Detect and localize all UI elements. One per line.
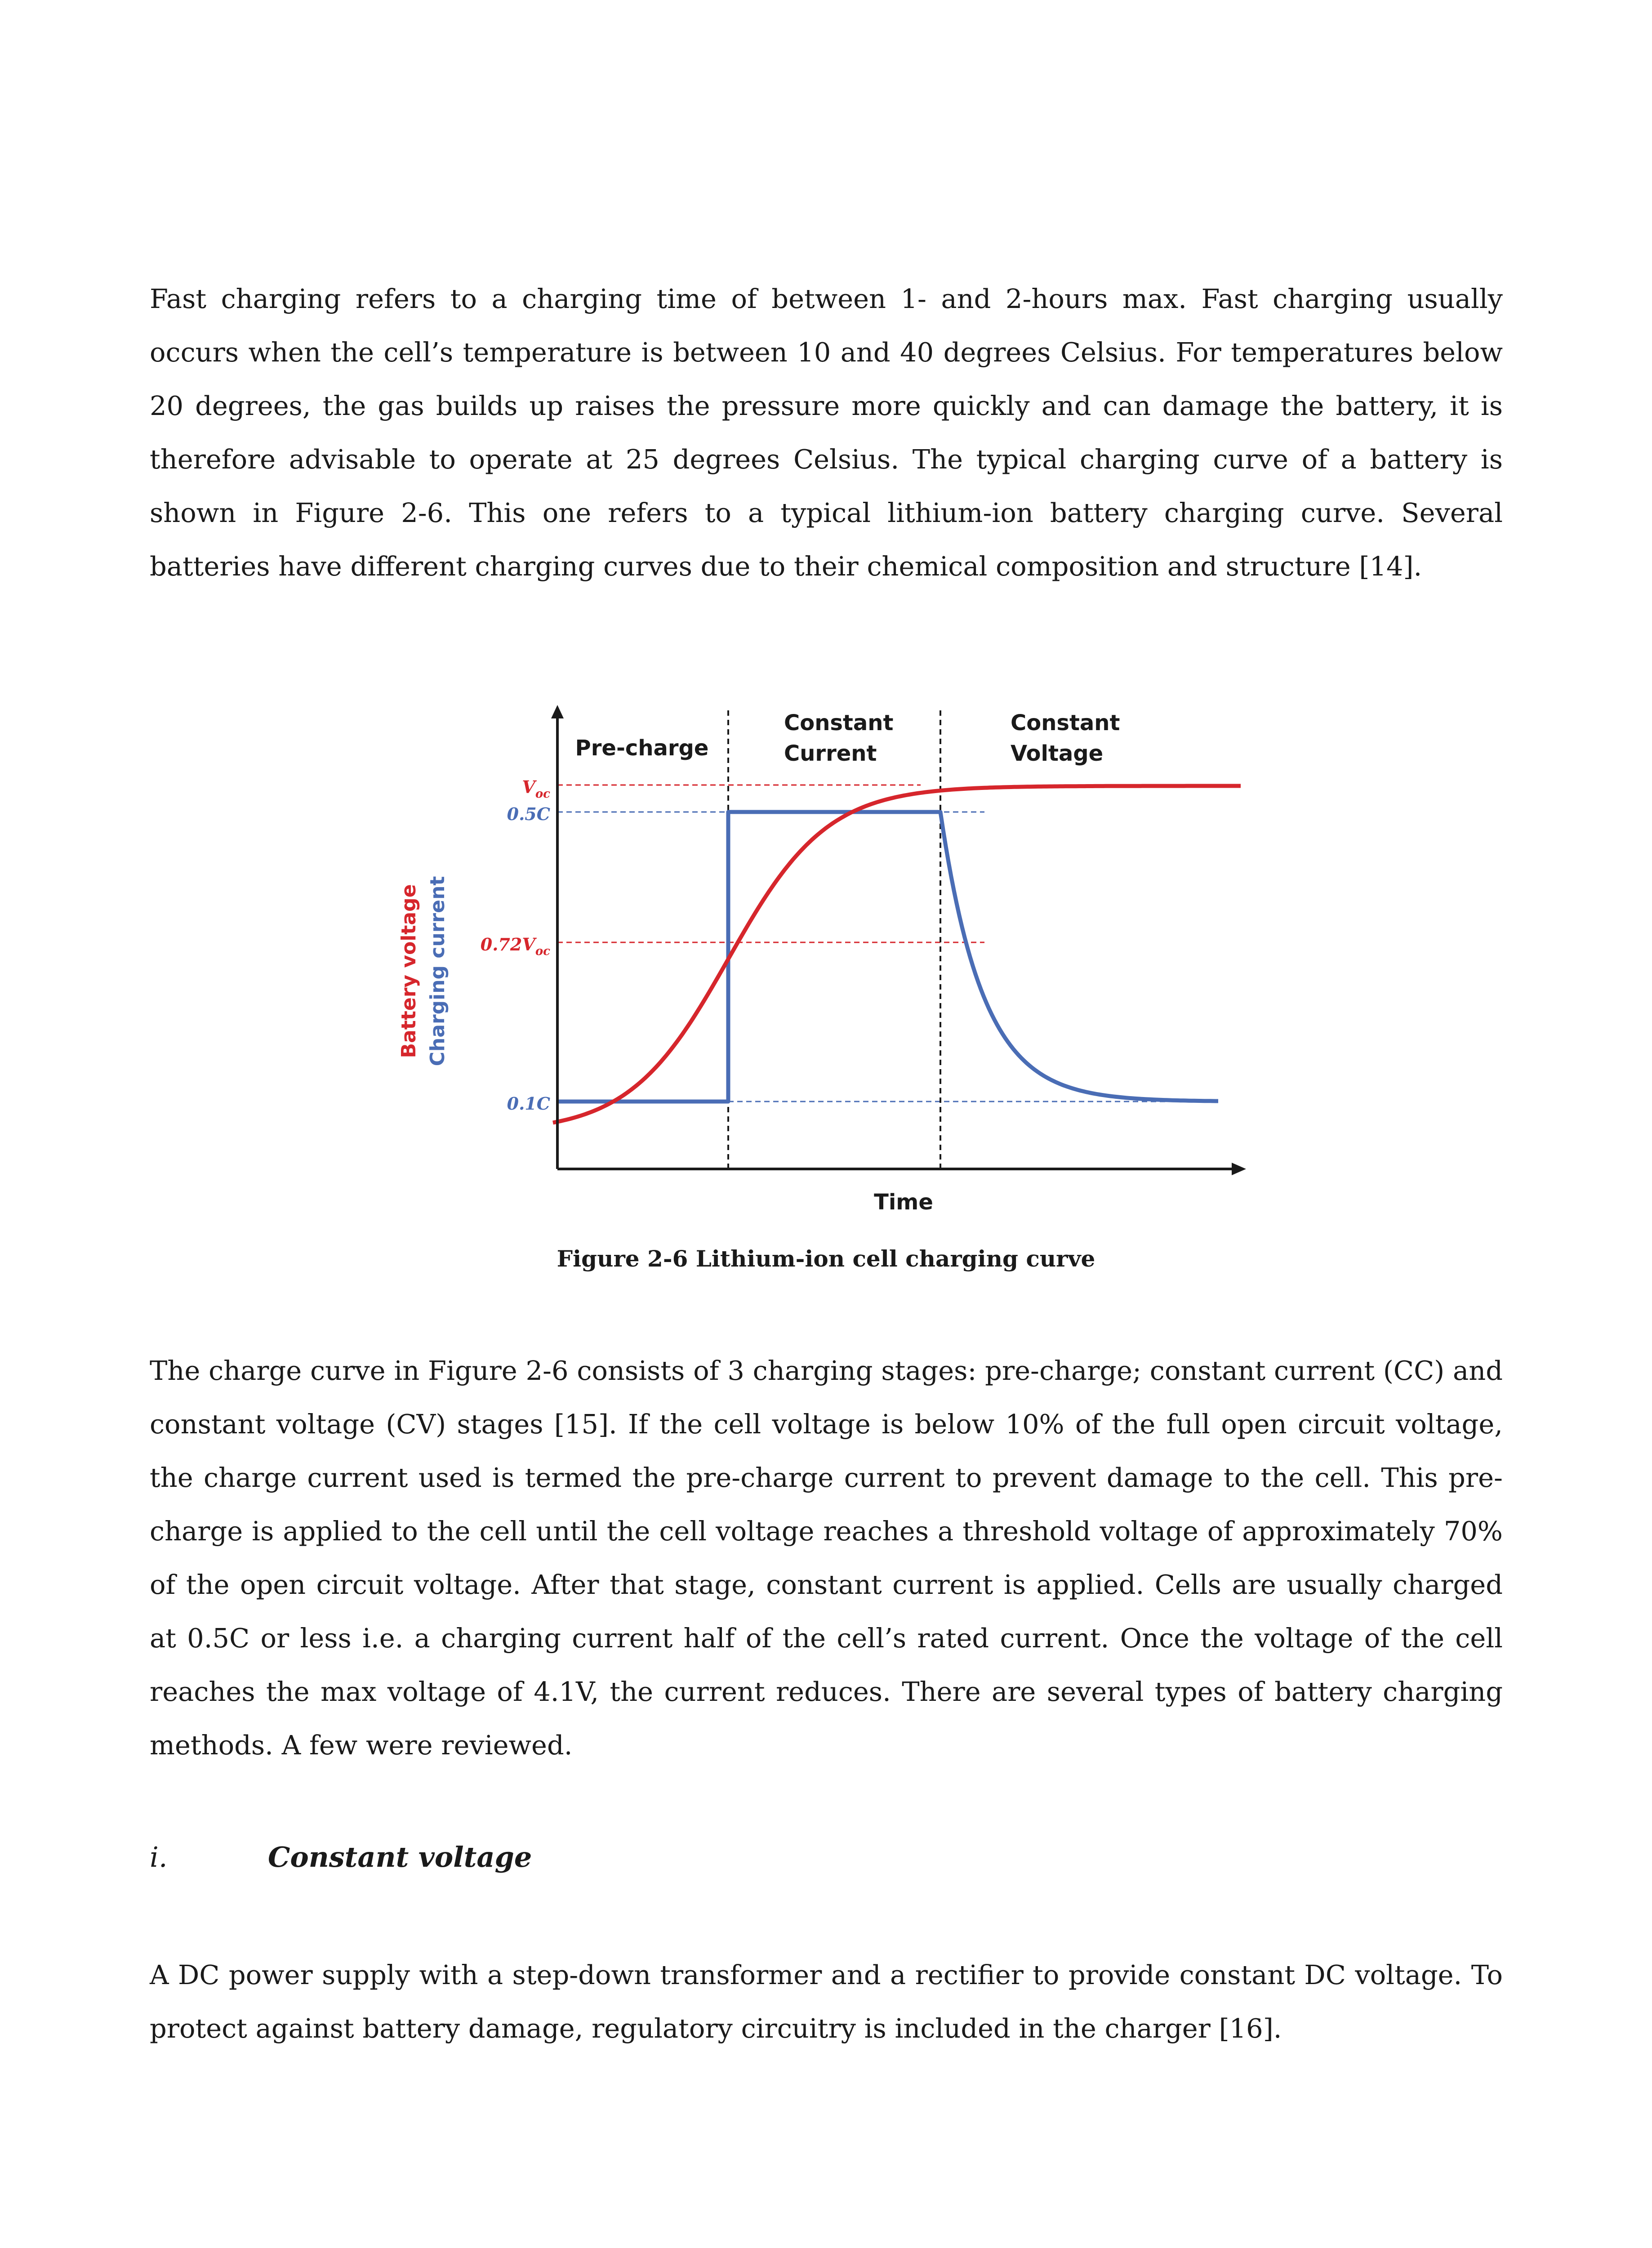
charging-curve-chart (387, 701, 1268, 1241)
current-level-label: 0.5C (507, 804, 550, 824)
voltage-level-label: $V_{oc}$ (522, 777, 550, 801)
battery-voltage-series-line (553, 786, 1241, 1123)
current-level-label: 0.1C (507, 1093, 550, 1114)
charging-current-series-line (557, 812, 1218, 1102)
paragraph-fast-charging: Fast charging refers to a charging time of between 1- and 2-hours max. Fast charging usually occurs when the cell’s temperature is between 10 and 40 degrees Celsius. For temperatures below 20 degrees, the gas builds up raises the pressure more quickly and can damage the battery, it is therefore advisable to operate at 25 degrees Celsius. The typical charging curve of a battery is shown in Figure 2-6. This one refers to a typical lithium-ion battery charging curve. Several batteries have different charging curves due to their chemical composition and structure [14]. (150, 283, 1503, 582)
stage-label: Voltage (1011, 741, 1104, 766)
x-axis-label: Time (874, 1190, 933, 1215)
y-axis-label-current: Charging current (426, 876, 449, 1066)
figure-caption: Figure 2-6 Lithium-ion cell charging curve (557, 1245, 1095, 1272)
y-axis-arrow-icon (551, 705, 564, 718)
paragraph-charge-stages: The charge curve in Figure 2-6 consists of 3 charging stages: pre-charge; constant current (CC) and constant voltage (CV) stages [15]. If the cell voltage is below 10% of the full open circuit voltage, the charge current used is termed the pre-charge current to prevent damage to the cell. This pre-charge is applied to the cell until the cell voltage reaches a threshold voltage of approximately 70% of the open circuit voltage. After that stage, constant current is applied. Cells are usually charged at 0.5C or less i.e. a charging current half of the cell’s rated current. Once the voltage of the cell reaches the max voltage of 4.1V, the current reduces. There are several types of battery charging methods. A few were reviewed. (150, 1355, 1503, 1761)
section-title: Constant voltage (268, 1841, 532, 1873)
paragraph-constant-voltage: A DC power supply with a step-down transformer and a rectifier to provide constant DC voltage. To protect against battery damage, regulatory circuitry is included in the charger [16]. (150, 1959, 1503, 2044)
stage-label: Constant (784, 710, 894, 736)
voltage-level-label: $0.72V_{oc}$ (480, 934, 550, 958)
section-number: i. (150, 1841, 168, 1873)
stage-label: Constant (1011, 710, 1120, 736)
stage-label: Current (784, 741, 877, 766)
x-axis-arrow-icon (1232, 1163, 1246, 1175)
section-heading (150, 1833, 1049, 1882)
y-axis-label-voltage: Battery voltage (397, 884, 420, 1058)
stage-label: Pre-charge (575, 736, 709, 761)
